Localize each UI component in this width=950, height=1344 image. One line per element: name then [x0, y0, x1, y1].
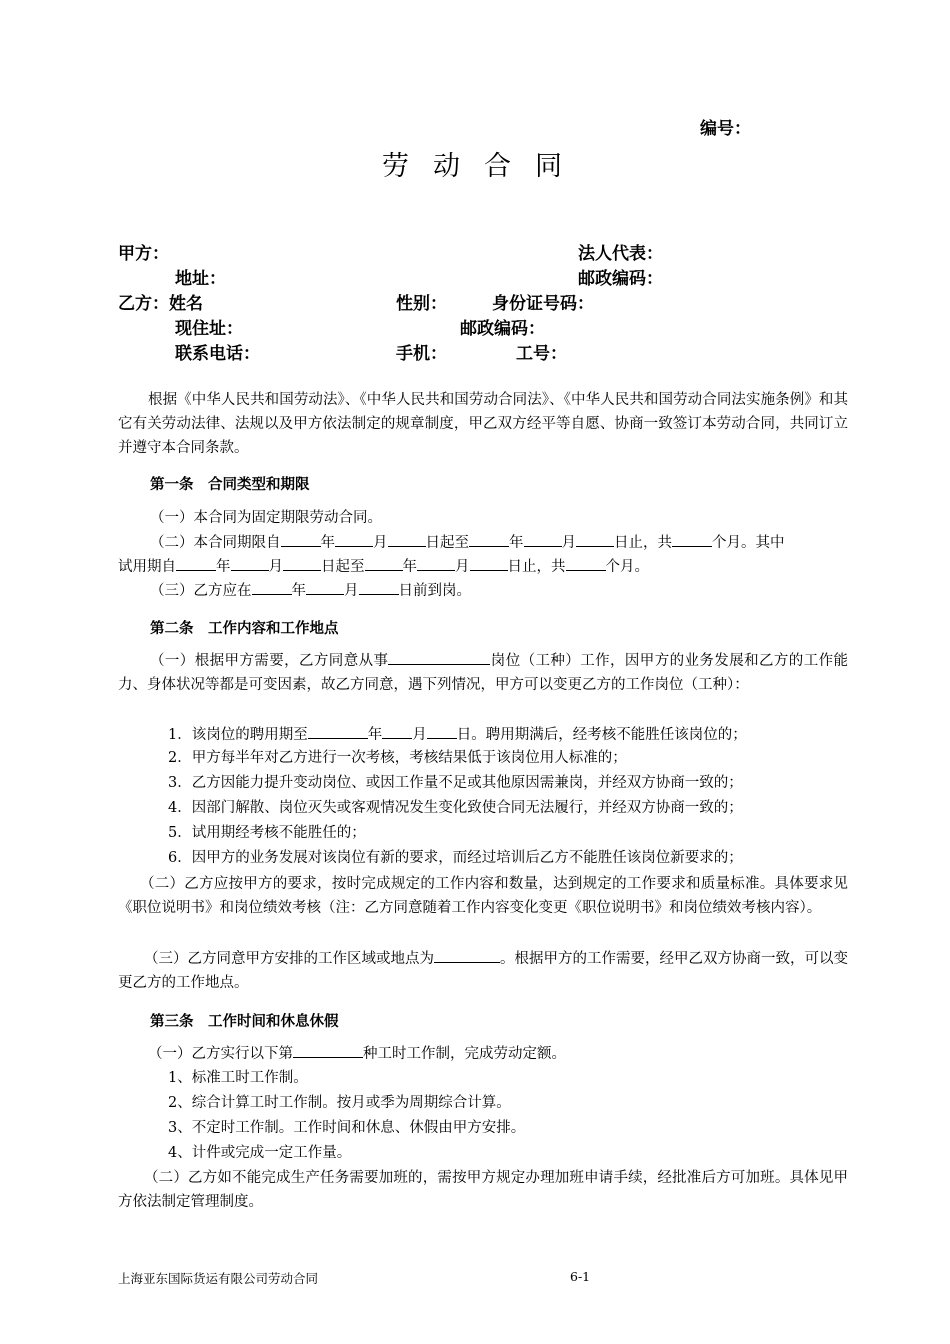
party-b-name-label: 乙方：姓名 [118, 294, 203, 314]
clause-text: 月 [455, 559, 470, 575]
postcode-a-label: 邮政编码： [578, 269, 663, 289]
article-2-clause-2: （二）乙方应按甲方的要求，按时完成规定的工作内容和数量，达到规定的工作要求和质量标准。具体要求见《职位说明书》和岗位绩效考核（注：乙方同意随着工作内容变化变更《职位说明书》和岗位绩效考核内容）。 [118, 876, 848, 916]
clause-text: 年 [291, 583, 306, 599]
clause-text: 日起至 [321, 559, 365, 575]
blank-probation-end-month[interactable] [417, 554, 455, 571]
clause-text: 日止，共 [507, 559, 566, 575]
blank-probation-start-month[interactable] [231, 554, 269, 571]
article-3-option-1: 1、标准工时工作制。 [168, 1070, 308, 1086]
clause-text: 日止，共 [614, 535, 672, 551]
blank-start-day[interactable] [388, 530, 426, 547]
blank-probation-start-day[interactable] [283, 554, 321, 571]
article-3-heading: 第三条 工作时间和休息休假 [150, 1014, 339, 1030]
current-address-label: 现住址： [175, 319, 243, 339]
mobile-label: 手机： [396, 344, 447, 364]
blank-start-year[interactable] [281, 530, 321, 547]
blank-probation-months[interactable] [566, 554, 606, 571]
clause-text: 个月。其中 [712, 535, 785, 551]
party-a-label: 甲方： [118, 244, 169, 264]
contact-phone-label: 联系电话： [175, 344, 260, 364]
clause-text: 岗位（工种）工作，因甲方的业务发展和乙方的工作能力、身体状况等都是可变因素，故乙方同意，遇下列情况，甲方可以变更乙方的工作岗位（工种）： [118, 653, 849, 693]
blank-report-month[interactable] [306, 578, 344, 595]
article-3-clause-1 [148, 1041, 566, 1066]
blank-working-hours-type[interactable] [293, 1041, 363, 1058]
article-2-heading: 第二条 工作内容和工作地点 [150, 621, 339, 637]
blank-end-month[interactable] [524, 530, 562, 547]
blank-start-month[interactable] [335, 530, 373, 547]
blank-report-day[interactable] [359, 578, 399, 595]
article-1-clause-3 [150, 578, 471, 603]
clause-text: 月 [344, 583, 359, 599]
clause-text: 年 [509, 535, 524, 551]
legal-rep-label: 法人代表： [578, 244, 663, 264]
article-3-option-4: 4、计件或完成一定工作量。 [168, 1145, 352, 1161]
blank-work-location[interactable] [434, 946, 500, 963]
blank-probation-end-year[interactable] [365, 554, 403, 571]
clause-text: 。根据甲方的工作需要，经甲乙双方协商一致，可以变更乙方的工作地点。 [118, 951, 848, 991]
clause-text: 月 [412, 727, 427, 743]
clause-text: 年 [402, 559, 417, 575]
article-3-option-3: 3、不定时工作制。工作时间和休息、休假由甲方安排。 [168, 1120, 526, 1136]
article-2-item-5: 5．试用期经考核不能胜任的； [168, 825, 366, 841]
article-2-item-2: 2．甲方每半年对乙方进行一次考核，考核结果低于该岗位用人标准的； [168, 750, 627, 766]
article-1-clause-2-line-2 [118, 554, 649, 579]
clause-text: （三）乙方同意甲方安排的工作区域或地点为 [144, 951, 434, 967]
blank-job-position[interactable] [388, 648, 490, 665]
clause-text: 1．该岗位的聘用期至 [168, 727, 308, 743]
document-title: 劳动合同 [382, 151, 586, 182]
clause-text: 月 [268, 559, 283, 575]
article-2-item-4: 4．因部门解散、岗位灭失或客观情况发生变化致使合同无法履行，并经双方协商一致的； [168, 800, 743, 816]
clause-text: 月 [373, 535, 388, 551]
gender-label: 性别： [396, 294, 447, 314]
id-number-label: 身份证号码： [492, 294, 594, 314]
clause-text: （一）乙方实行以下第 [148, 1046, 293, 1062]
article-2-item-1 [168, 722, 747, 747]
blank-term-year[interactable] [308, 722, 368, 739]
blank-end-year[interactable] [469, 530, 509, 547]
blank-report-year[interactable] [252, 578, 292, 595]
clause-text: 个月。 [605, 559, 649, 575]
blank-total-months[interactable] [672, 530, 712, 547]
article-3-option-2: 2、综合计算工时工作制。按月或季为周期综合计算。 [168, 1095, 511, 1111]
footer-company: 上海亚东国际货运有限公司劳动合同 [118, 1271, 319, 1286]
article-3-clause-2: （二）乙方如不能完成生产任务需要加班的，需按甲方规定办理加班申请手续，经批准后方可加班。具体见甲方依法制定管理制度。 [118, 1170, 848, 1210]
contract-number-label: 编号： [700, 119, 751, 139]
article-2-clause-1 [118, 648, 848, 697]
article-1-clause-1: （一）本合同为固定期限劳动合同。 [150, 510, 382, 526]
address-label: 地址： [175, 269, 226, 289]
clause-text: 年 [216, 559, 231, 575]
clause-text: 年 [367, 727, 383, 743]
article-2-clause-3 [118, 946, 848, 995]
blank-term-month[interactable] [382, 722, 412, 739]
article-2-item-3: 3．乙方因能力提升变动岗位、或因工作量不足或其他原因需兼岗，并经双方协商一致的； [168, 775, 743, 791]
blank-term-day[interactable] [427, 722, 457, 739]
article-1-clause-2-line-1 [150, 530, 785, 555]
blank-end-day[interactable] [576, 530, 614, 547]
intro-paragraph: 根据《中华人民共和国劳动法》、《中华人民共和国劳动合同法》、《中华人民共和国劳动合同法实施条例》和其它有关劳动法律、法规以及甲方依法制定的规章制度，甲乙双方经平等自愿、协商一致签订本劳动合同，共同订立并遵守本合同条款。 [118, 392, 848, 456]
clause-text: 月 [561, 535, 576, 551]
footer-page-number: 6-1 [570, 1269, 591, 1284]
blank-probation-start-year[interactable] [176, 554, 216, 571]
postcode-b-label: 邮政编码： [460, 319, 545, 339]
blank-probation-end-day[interactable] [470, 554, 508, 571]
clause-text: （二）本合同期限自 [150, 535, 281, 551]
clause-text: 日起至 [425, 535, 469, 551]
clause-text: 种工时工作制，完成劳动定额。 [363, 1046, 566, 1062]
article-2-item-6: 6．因甲方的业务发展对该岗位有新的要求，而经过培训后乙方不能胜任该岗位新要求的； [168, 850, 743, 866]
article-1-heading: 第一条 合同类型和期限 [150, 477, 310, 493]
clause-text: 年 [320, 535, 335, 551]
clause-text: （三）乙方应在 [150, 583, 252, 599]
job-number-label: 工号： [516, 344, 567, 364]
clause-text: （一）根据甲方需要，乙方同意从事 [150, 653, 389, 669]
clause-text: 试用期自 [118, 559, 176, 575]
clause-text: 日前到岗。 [398, 583, 471, 599]
clause-text: 日。聘用期满后，经考核不能胜任该岗位的； [456, 727, 747, 743]
